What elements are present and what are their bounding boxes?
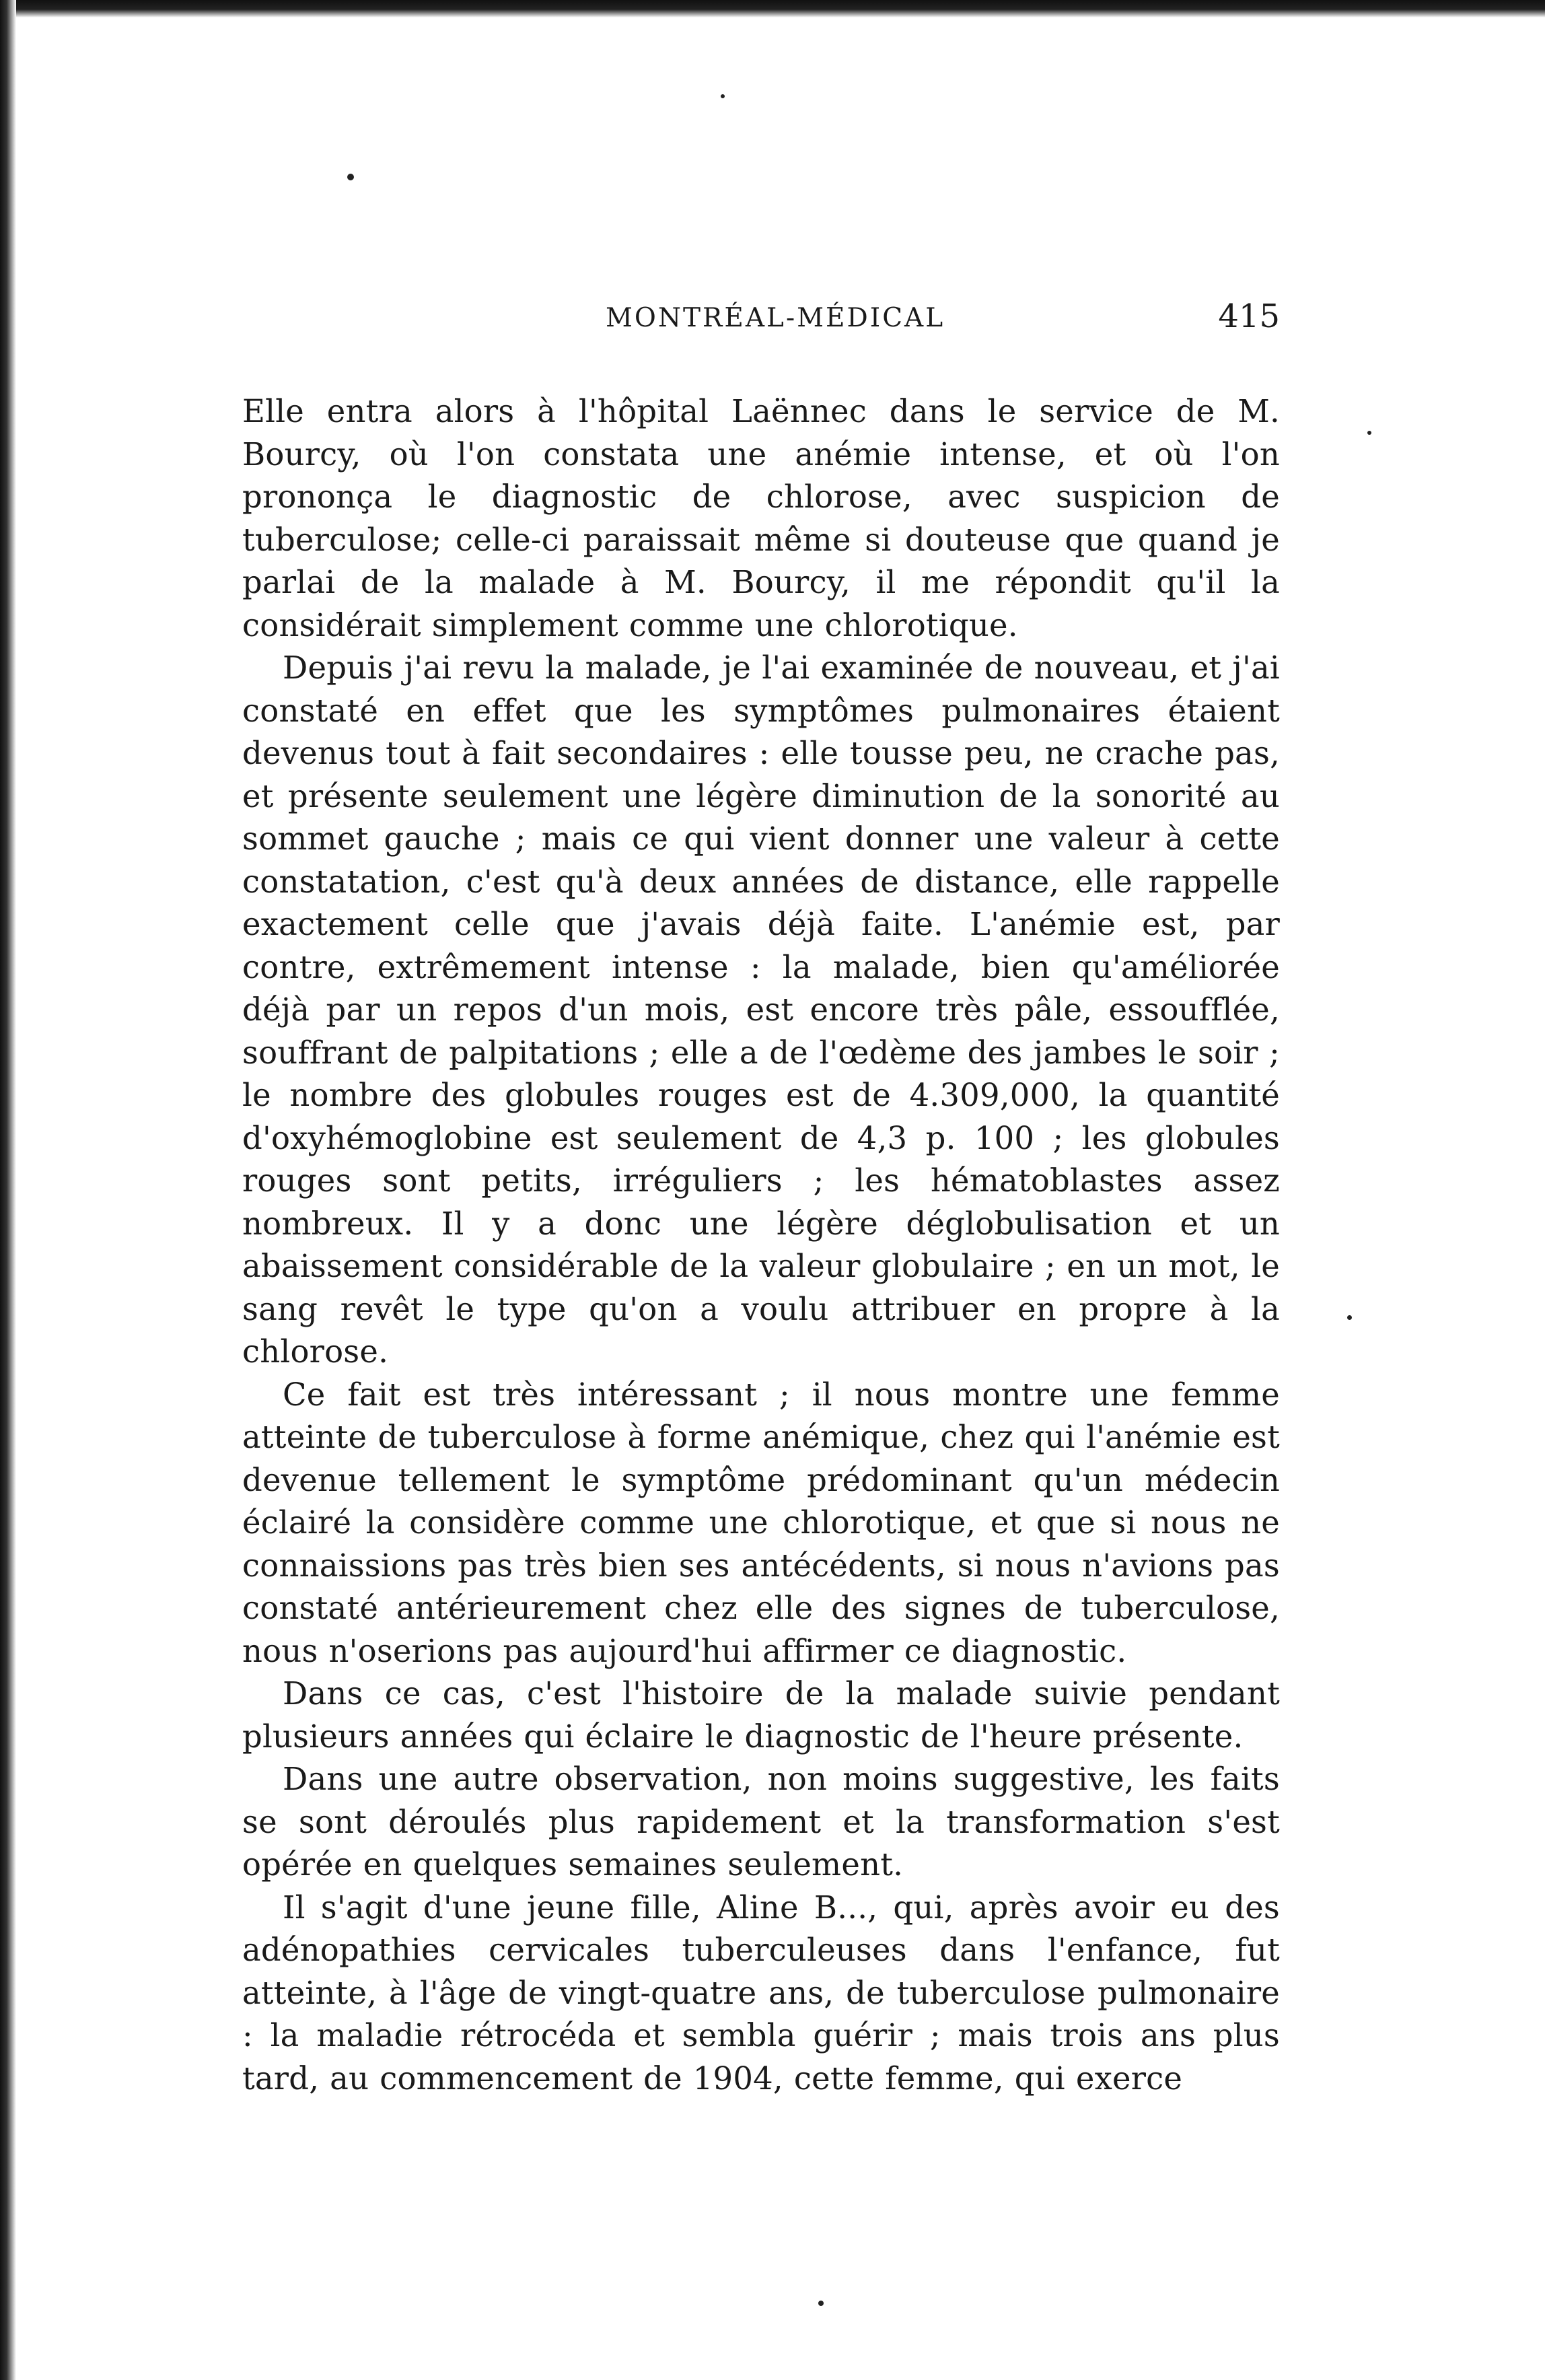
dust-speck [347, 174, 354, 180]
page-number: 415 [1218, 298, 1280, 335]
paragraph: Dans une autre observation, non moins suggestive, les faits se sont déroulés plus rapidement et la transformation s'est opérée en quelques semaines seulement. [242, 1761, 1280, 1883]
scan-shadow-left [0, 0, 16, 2380]
body-text [242, 390, 1280, 2100]
dust-speck [1347, 1315, 1352, 1320]
paragraph: Il s'agit d'une jeune fille, Aline B..., qui, après avoir eu des adénopathies cervicales tuberculeuses dans l'enfance, fut atteinte, à l'âge de vingt-quatre ans, de tuberculose pulmonaire : la maladie rétrocéda et sembla guérir ; mais trois ans plus tard, au commencement de 1904, cette femme, qui exerce [242, 1889, 1280, 2097]
running-header [242, 298, 1280, 343]
running-title: MONTRÉAL-MÉDICAL [606, 303, 945, 333]
dust-speck [818, 2301, 824, 2306]
scan-shadow-top [0, 0, 1545, 18]
paragraph: Dans ce cas, c'est l'histoire de la malade suivie pendant plusieurs années qui éclaire le diagnostic de l'heure présente. [242, 1675, 1280, 1755]
paragraph: Ce fait est très intéressant ; il nous montre une femme atteinte de tuberculose à forme anémique, chez qui l'anémie est devenue tellement le symptôme prédominant qu'un médecin éclairé la considère comme une chlorotique, et que si nous ne connaissions pas très bien ses antécédents, si nous n'avions pas constaté antérieurement chez elle des signes de tuberculose, nous n'oserions pas aujourd'hui affirmer ce diagnostic. [242, 1376, 1280, 1669]
paragraph: Elle entra alors à l'hôpital Laënnec dans le service de M. Bourcy, où l'on constata une anémie intense, et où l'on prononça le diagnostic de chlorose, avec suspicion de tuberculose; celle-ci paraissait même si douteuse que quand je parlai de la malade à M. Bourcy, il me répondit qu'il la considérait simplement comme une chlorotique. [242, 393, 1280, 643]
paragraph: Depuis j'ai revu la malade, je l'ai examinée de nouveau, et j'ai constaté en effet que les symptômes pulmonaires étaient devenus tout à fait secondaires : elle tousse peu, ne crache pas, et présente seulement une légère diminution de la sonorité au sommet gauche ; mais ce qui vient donner une valeur à cette constatation, c'est qu'à deux années de distance, elle rappelle exactement celle que j'avais déjà faite. L'anémie est, par contre, extrêmement intense : la malade, bien qu'améliorée déjà par un repos d'un mois, est encore très pâle, essoufflée, souffrant de palpitations ; elle a de l'œdème des jambes le soir ; le nombre des globules rouges est de 4.309,000, la quantité d'oxyhémoglobine est seulement de 4,3 p. 100 ; les globules rouges sont petits, irréguliers ; les hématoblastes assez nombreux. Il y a donc une légère déglobulisation et un abaissement considérable de la valeur globulaire ; en un mot, le sang revêt le type qu'on a voulu attribuer en propre à la chlorose. [242, 650, 1280, 1370]
dust-speck [721, 94, 725, 98]
dust-speck [1367, 431, 1371, 435]
